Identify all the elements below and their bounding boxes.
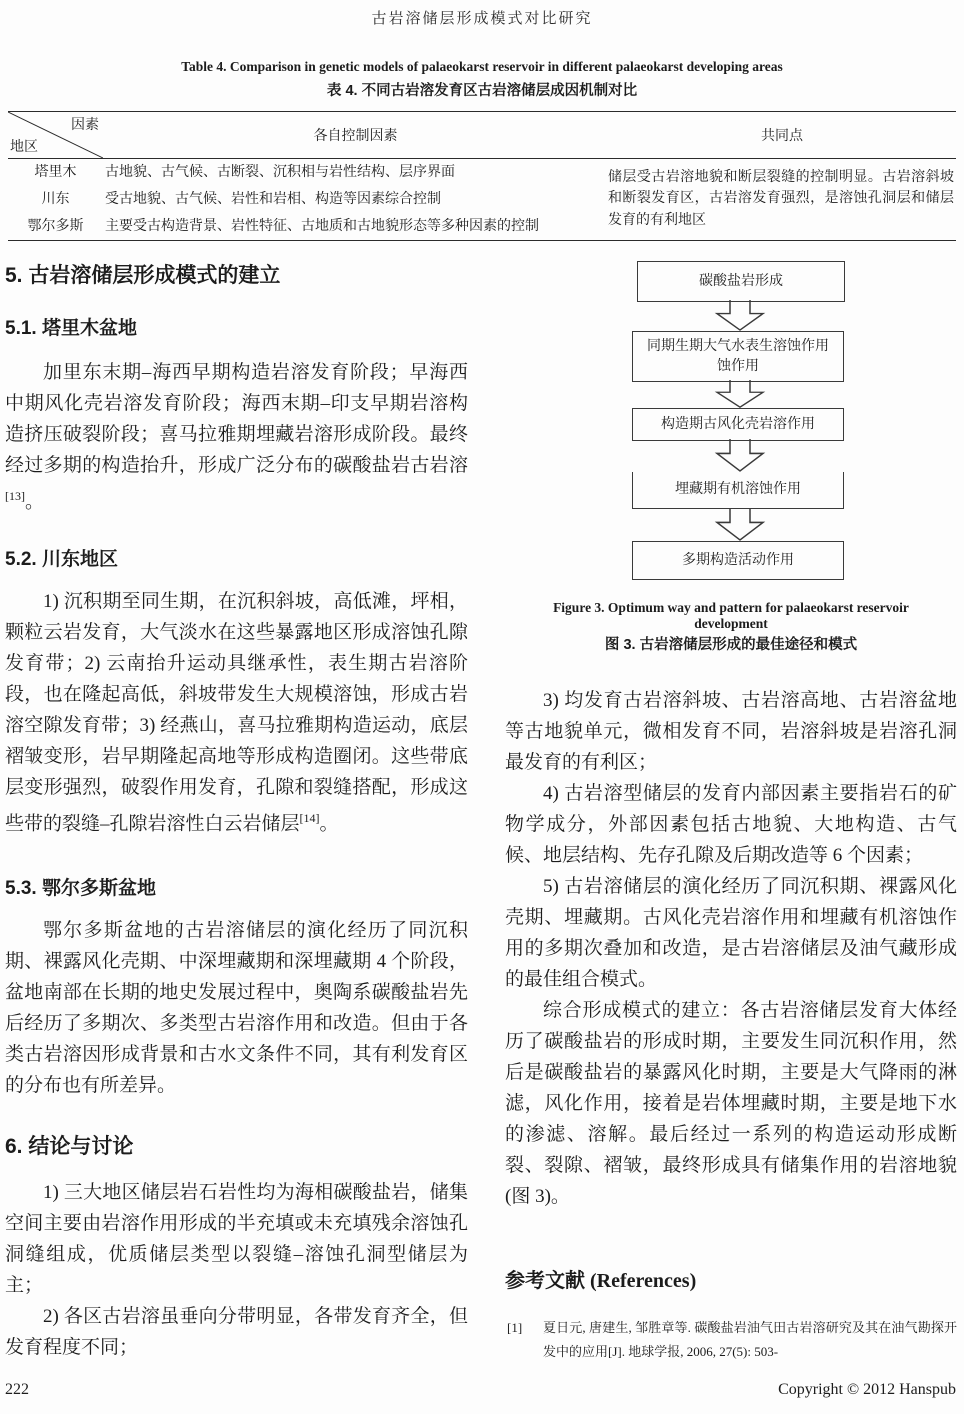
table-caption-cn: 表 4. 不同古岩溶发育区古岩溶储层成因机制对比 [326, 83, 638, 99]
references-heading [505, 1268, 957, 1294]
citation-superscript: [14] [299, 811, 320, 826]
running-head: 古岩溶储层形成模式对比研究 [371, 11, 593, 27]
page-number: 222 [5, 1381, 29, 1398]
region-cell: 川东 [41, 192, 70, 207]
copyright-notice: Copyright © 2012 Hanspub [778, 1381, 956, 1398]
common-points-cell: 储层受古岩溶地貌和断层裂缝的控制明显。古岩溶斜坡和断裂发育区，古岩溶发育强烈，是溶蚀孔洞层和储层发育的有利地区 [608, 169, 954, 228]
table-row [8, 159, 608, 186]
reference-label: [1] [507, 1320, 523, 1335]
factors-cell: 主要受古构造背景、岩性特征、古地质和古地貌形态等多种因素的控制 [105, 219, 539, 234]
figure-caption-en: Figure 3. Optimum way and pattern for palaeokarst reservoir [553, 600, 909, 615]
table-header-row [8, 112, 956, 159]
left-column [5, 255, 468, 1363]
flowchart-box [632, 541, 844, 580]
flowchart-box [632, 331, 844, 382]
paragraph-synthesis: 综合形成模式的建立：各古岩溶储层发育大体经历了碳酸盐岩的形成时期，主要发生同沉积作用，然后是碳酸盐岩的暴露风化时期，主要是大气降雨的淋滤，风化作用，接着是岩体埋藏时期，主要是地下水的渗滤、溶解。最后经过一系列的构造运动形成断裂、裂隙、褶皱，最终形成具有储集作用的岩溶地貌(图 3)。 [505, 1000, 957, 1207]
column-header-common-points: 共同点 [761, 129, 803, 144]
flowchart-box [632, 472, 844, 509]
table-corner-cell [8, 112, 103, 158]
flowchart-box-label: 埋藏期有机溶蚀作用 [675, 482, 801, 497]
paragraph-conclusion-4: 4) 古岩溶型储层的发育内部因素主要指岩石的矿物学成分，外部因素包括古地貌、大地构造、古气候、地层结构、先存孔隙及后期改造等 6 个因素； [505, 783, 957, 866]
reference-item [505, 1316, 957, 1364]
column-header-control-factors: 各自控制因素 [313, 129, 398, 144]
paragraph-conclusion-3: 3) 均发育古岩溶斜坡、古岩溶高地、古岩溶盆地等古地貌单元，微相发育不同，岩溶斜坡是岩溶孔洞最发育的有利区； [505, 690, 957, 773]
flowchart-box [632, 408, 844, 441]
table-row [8, 186, 608, 213]
reference-text: 夏日元, 唐建生, 邹胜章等. 碳酸盐岩油气田古岩溶研究及其在油气勘探开发中的应用[J]. 地球学报, 2006, 27(5): 503- [543, 1320, 957, 1359]
paragraph-conclusion-5: 5) 古岩溶储层的演化经历了同沉积期、裸露风化壳期、埋藏期。古风化壳岩溶作用和埋藏有机溶蚀作用的多期次叠加和改造，是古岩溶储层及油气藏形成的最佳组合模式。 [505, 876, 957, 990]
section-5-2-heading: 5.2. 川东地区 [5, 549, 118, 571]
paragraph-6-1: 1) 三大地区储层岩石岩性均为海相碳酸盐岩，储集空间主要由岩溶作用形成的半充填或未充填残余溶蚀孔洞缝组成，优质储层类型以裂缝–溶蚀孔洞型储层为主； [5, 1181, 468, 1296]
flowchart-box-label: 蚀作用 [717, 358, 759, 374]
region-cell: 塔里木 [34, 165, 77, 180]
flowchart-box-label: 构造期古风化壳岩溶作用 [661, 416, 815, 432]
factors-cell: 受古地貌、古气候、岩性和岩相、构造等因素综合控制 [105, 192, 441, 207]
section-5-heading: 5. 古岩溶储层形成模式的建立 [5, 264, 281, 287]
flowchart-box [637, 261, 845, 302]
figure-caption-en: development [694, 616, 768, 631]
down-arrow-icon [713, 380, 767, 408]
table-caption-en: Table 4. Comparison in genetic models of palaeokarst reservoir in different palaeokarst developing areas [181, 59, 783, 74]
figure-caption-cn: 图 3. 古岩溶储层形成的最佳途径和模式 [604, 637, 858, 653]
references-heading-en: (References) [585, 1270, 697, 1292]
flowchart-box-label: 多期构造活动作用 [682, 552, 794, 568]
paragraph-text: 。 [319, 813, 339, 835]
flowchart-box-label: 同期生期大气水表生溶蚀作用 [647, 338, 829, 354]
citation-superscript: [13] [5, 489, 25, 503]
paragraph-text: 加里东末期–海西早期构造岩溶发育阶段；早海西中期风化壳岩溶发育阶段；海西末期–印支早期岩溶构造挤压破裂阶段；喜马拉雅期埋藏岩溶形成阶段。最终经过多期的构造抬升，形成广泛分布的碳酸盐岩古岩溶 [5, 362, 468, 476]
corner-label-factor: 因素 [71, 118, 99, 133]
comparison-table [8, 111, 956, 241]
paragraph-text: 1) 沉积期至同生期，在沉积斜坡，高低滩，坪相，颗粒云岩发育，大气淡水在这些暴露地区形成溶蚀孔隙发育带；2) 云南抬升运动具继承性，表生期古岩溶阶段，也在隆起高低，斜坡带发生大规模溶蚀，形成古岩溶空隙发育带；3) 经燕山，喜马拉雅期构造运动，底层褶皱变形，岩早期隆起高地等形成构造圈闭。这些带底层变形强烈，破裂作用发育，孔隙和裂缝搭配，形成这些带的裂缝–孔隙岩溶性白云岩储层 [5, 591, 468, 835]
factors-cell: 古地貌、古气候、古断裂、沉积相与岩性结构、层序界面 [105, 165, 455, 180]
corner-label-region: 地区 [10, 140, 38, 155]
paragraph-5-3: 鄂尔多斯盆地的古岩溶储层的演化经历了同沉积期、裸露风化壳期、中深埋藏期和深埋藏期 4 个阶段，盆地南部在长期的地史发展过程中，奥陶系碳酸盐岩先后经历了多期次、多类型古岩溶作用和改造。但由于各类古岩溶因形成背景和古水文条件不同，其有利发育区的分布也有所差异。 [5, 919, 468, 1096]
section-6-heading: 6. 结论与讨论 [5, 1134, 134, 1158]
down-arrow-icon [713, 508, 767, 541]
paragraph-5-1 [5, 357, 468, 517]
section-5-3-heading: 5.3. 鄂尔多斯盆地 [5, 877, 156, 899]
references-heading-cn: 参考文献 [505, 1270, 585, 1292]
down-arrow-icon [713, 300, 767, 331]
paragraph-text: 。 [25, 491, 45, 513]
right-column [505, 252, 957, 1364]
section-5-1-heading: 5.1. 塔里木盆地 [5, 318, 137, 339]
down-arrow-icon [713, 439, 767, 472]
paragraph-5-2 [5, 586, 468, 839]
flowchart-box-label: 碳酸盐岩形成 [699, 273, 783, 289]
region-cell: 鄂尔多斯 [27, 219, 84, 234]
table-row [8, 213, 608, 240]
flowchart-figure [505, 252, 957, 578]
paragraph-6-2: 2) 各区古岩溶虽垂向分带明显，各带发育齐全，但发育程度不同； [5, 1305, 468, 1358]
